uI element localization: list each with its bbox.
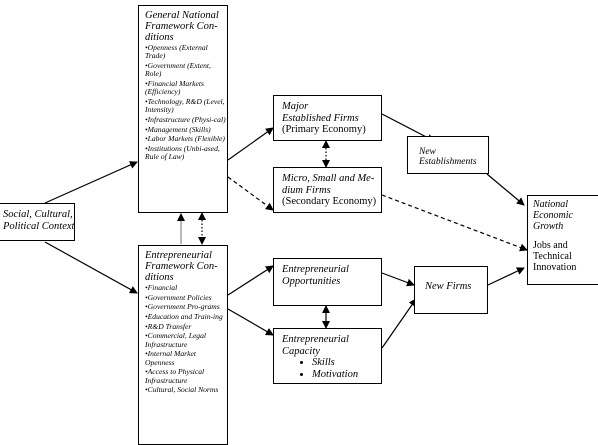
capacity-bullet: • Skills (312, 357, 381, 369)
micro-small-medium-firms-box: Micro, Small and Me- dium Firms (Secondary Economy) (273, 167, 382, 213)
new-firms-box: New Firms (414, 266, 488, 314)
arrow-new-establishments-to-growth (487, 174, 524, 205)
new-establishments-box: New Establishments (407, 136, 489, 174)
efc-item: •Internal Market Openness (145, 349, 196, 367)
efc-item: •Education and Train-ing (145, 312, 223, 322)
arrow-efc-to-opportunities (228, 266, 273, 295)
major-established-firms-box: Major Established Firms (Primary Economy) (273, 95, 382, 141)
efc-item: •Government Pro-grams (145, 302, 220, 312)
efc-items (145, 284, 227, 395)
arrow-social-to-gnfc (45, 162, 137, 203)
arrow-social-to-efc (45, 242, 137, 293)
gnfc-item: •Openness (External Trade) (145, 43, 208, 61)
social-context-label: Social, Cultural, Political Context (3, 209, 75, 232)
efc-item: •Financial (145, 283, 178, 292)
efc-title: Entrepreneurial Framework Con- ditions (145, 250, 218, 283)
arrow-gnfc-to-major (228, 128, 273, 160)
gnfc-item: •Technology, R&D (Level, Intensity) (145, 96, 225, 115)
arrow-capacity-to-new-firms (382, 299, 416, 348)
efc-item: •Commercial, Legal Infrastructure (145, 331, 207, 349)
arrow-efc-to-capacity (228, 309, 273, 335)
gnfc-title: General National Framework Con- ditions (145, 10, 219, 43)
entrepreneurial-capacity-box: Entrepreneurial Capacity • Skills • Motivation (273, 328, 382, 384)
gnfc-item: •Labor Markets (Flexible) (145, 134, 225, 144)
capacity-bullets (294, 357, 381, 380)
entrepreneurial-opportunities-box: Entrepreneurial Opportunities (273, 258, 382, 306)
social-context-box (0, 203, 75, 241)
gnfc-item: •Government (Extent, Role) (145, 60, 211, 79)
general-national-framework-box (138, 5, 228, 213)
gnfc-item: •Institutions (Unbi-ased, Rule of Law) (145, 144, 220, 162)
arrow-micro-to-growth-dashed (382, 195, 527, 250)
arrow-opportunities-to-new-firms (382, 273, 414, 285)
capacity-bullet: • Motivation (312, 369, 381, 381)
efc-item: •Government Policies (145, 292, 212, 302)
arrow-gnfc-to-micro (228, 177, 273, 210)
efc-item: •Access to Physical Infrastructure (145, 367, 205, 385)
arrow-new-firms-to-growth (488, 268, 524, 285)
national-economic-growth-box: National Economic Growth Jobs and Technical Innovation (527, 195, 598, 285)
efc-item: •Cultural, Social Norms (145, 385, 219, 395)
efc-item: •R&D Transfer (145, 321, 192, 331)
gnfc-item: •Management (Skills) (145, 124, 211, 134)
gnfc-item: •Infrastructure (Physi-cal) (145, 114, 226, 124)
gnfc-item: •Financial Markets (Efficiency) (145, 78, 204, 97)
entrepreneurial-framework-box (138, 245, 228, 445)
gnfc-items (145, 44, 227, 162)
